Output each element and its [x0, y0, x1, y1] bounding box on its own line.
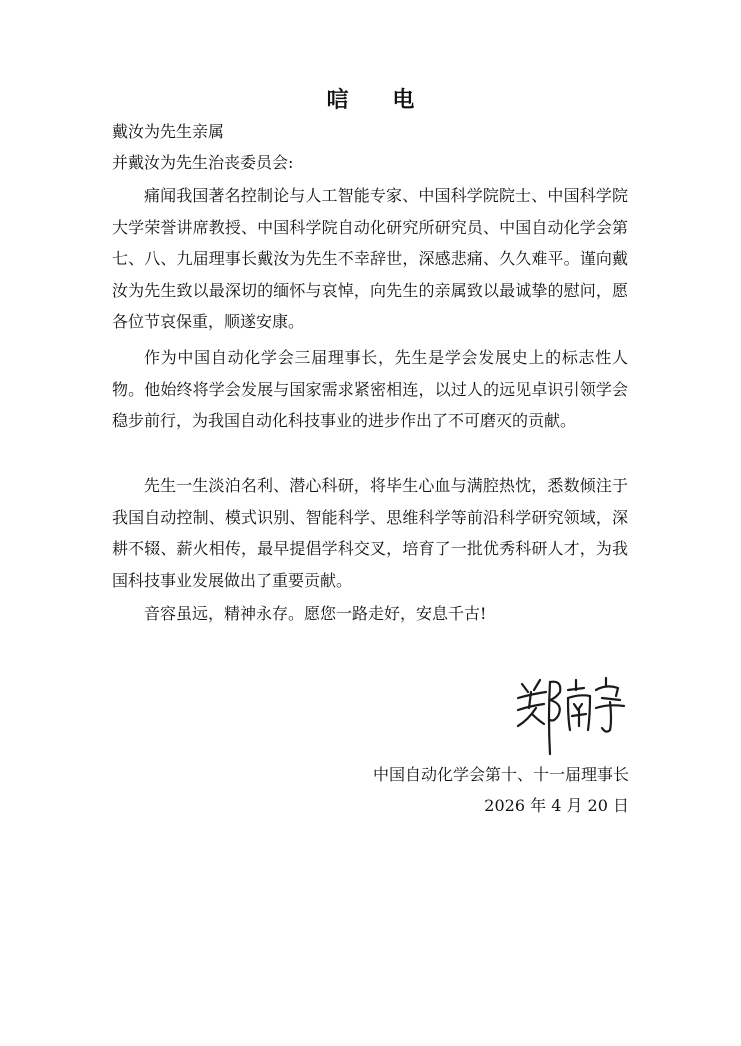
paragraph-condolence: 痛闻我国著名控制论与人工智能专家、中国科学院院士、中国科学院大学荣誉讲席教授、中国科学院自动化研究所研究员、中国自动化学会第七、八、九届理事长戴汝为先生不幸辞世，深感悲痛、久久难平。谨向戴汝为先生致以最深切的缅怀与哀悼，向先生的亲属致以最诚挚的慰问，愿各位节哀保重，顺遂安康。 — [112, 186, 628, 332]
handwritten-signature — [510, 668, 630, 758]
paragraph-contribution: 先生一生淡泊名利、潜心科研，将毕生心血与满腔热忱，悉数倾注于我国自动控制、模式识别、智能科学、思维科学等前沿科学研究领域，深耕不辍、薪火相传，最早提倡学科交叉，培育了一批优秀科研人才，为我国科技事业发展做出了重要贡献。 — [112, 476, 628, 590]
salutation-line-2: 并戴汝为先生治丧委员会: — [112, 153, 294, 172]
signer-title: 中国自动化学会第十、十一届理事长 — [372, 765, 629, 784]
letter-date: 2026 年 4 月 20 日 — [484, 796, 629, 815]
paragraph-role: 作为中国自动化学会三届理事长，先生是学会发展史上的标志性人物。他始终将学会发展与国家需求紧密相连，以过人的远见卓识引领学会稳步前行，为我国自动化科技事业的进步作出了不可磨灭的贡献。 — [112, 348, 628, 431]
page-title: 唁 电 — [326, 88, 433, 113]
paragraph-farewell: 音容虽远，精神永存。愿您一路走好，安息千古! — [144, 604, 487, 623]
salutation-line-1: 戴汝为先生亲属 — [112, 122, 225, 141]
signature-drawing — [510, 668, 630, 758]
